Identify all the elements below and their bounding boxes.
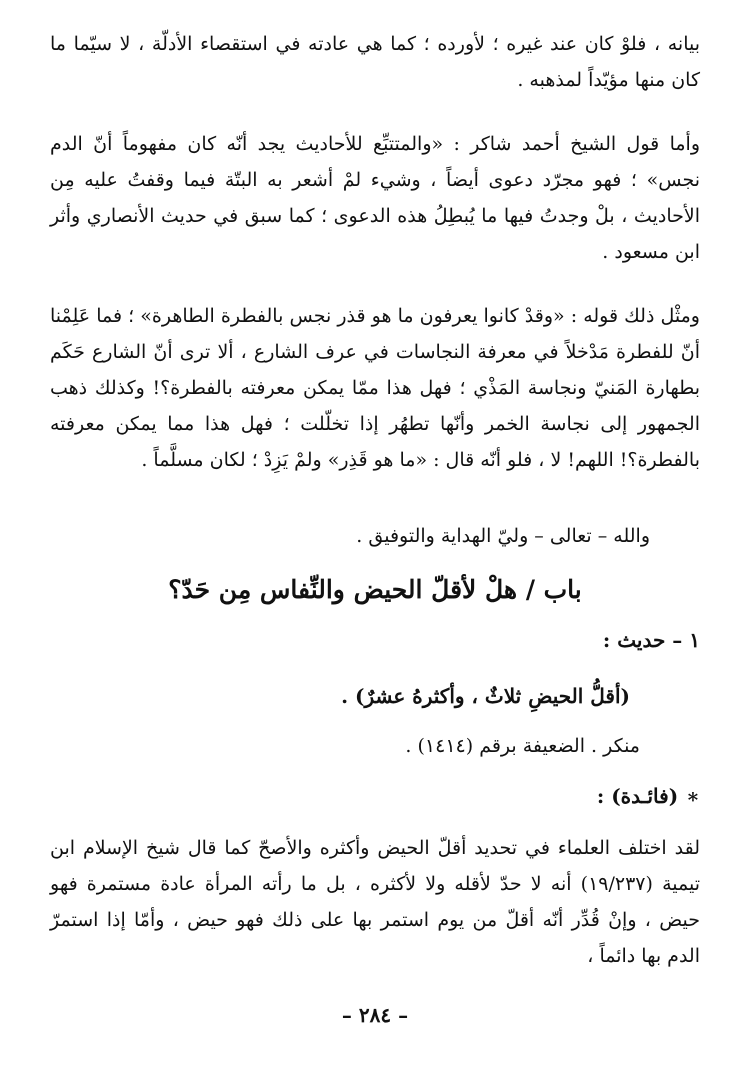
hadith-text: (أقلُّ الحيضِ ثلاثٌ ، وأكثرهُ عشرٌ) . (341, 684, 630, 708)
paragraph-3: ومثْل ذلك قوله : «وقدْ كانوا يعرفون ما هو قذر نجس بالفطرة الطاهرة» ؛ فما عَلِمْنا أنّ للفطرة مَدْخلاً في معرفة النجاسات في عرف الشارع ، ألا ترى أنّ الشارع حَكَم بطهارة المَنيّ ونجاسة المَذْي ؛ فهل هذا ممّا يمكن معرفته بالفطرة؟! وكذلك ذهب الجمهور إلى نجاسة الخمر وأنّها تطهُر إذا تخلّلت ؛ فهل هذا مما يمكن معرفته بالفطرة؟! اللهم! لا ، فلو أنّه قال : «ما هو قَذِر» ولمْ يَزِدْ ؛ لكان مسلَّماً . (50, 305, 700, 471)
hadith-ruling: منكر . الضعيفة برقم (١٤١٤) . (405, 735, 640, 757)
asterisk-icon: ∗ (686, 784, 700, 808)
paragraph-1: بيانه ، فلوْ كان عند غيره ؛ لأورده ؛ كما هي عادته في استقصاء الأدلّة ، لا سيّما ما كان منها مؤيّداً لمذهبه . (50, 33, 700, 91)
paragraph-2: وأما قول الشيخ أحمد شاكر : «والمتتبِّع للأحاديث يجد أنّه كان مفهوماً أنّ الدم نجس» ؛ فهو مجرّد دعوى أيضاً ، وشيء لمْ أشعر به البتّة فيما وقفتُ عليه مِن الأحاديث ، بلْ وجدتُ فيها ما يُبطِلُ هذه الدعوى ؛ كما سبق في حديث الأنصاري وأثر ابن مسعود . (50, 133, 700, 263)
closing-invocation: والله – تعالى – وليّ الهداية والتوفيق . (356, 525, 650, 547)
page-number: – ٢٨٤ – (341, 1003, 409, 1027)
benefit-label: (فائـدة) : (596, 784, 679, 808)
paragraph-4: لقد اختلف العلماء في تحديد أقلّ الحيض وأكثره والأصحّ كما قال شيخ الإسلام ابن تيمية (١٩/٢٣٧) أنه لا حدّ لأقله ولا لأكثره ، بل ما رأته المرأة عادة مستمرة فهو حيض ، وإنْ قُدِّر أنّه أقلّ من يوم استمر بها على ذلك فهو حيض ، وأمّا إذا استمرّ الدم بها دائماً ، (50, 837, 700, 967)
hadith-label: ١ – حديث : (602, 628, 700, 652)
chapter-title: باب / هلْ لأقلّ الحيض والنِّفاس مِن حَدّ؟ (168, 575, 582, 604)
benefit-heading (597, 778, 700, 814)
